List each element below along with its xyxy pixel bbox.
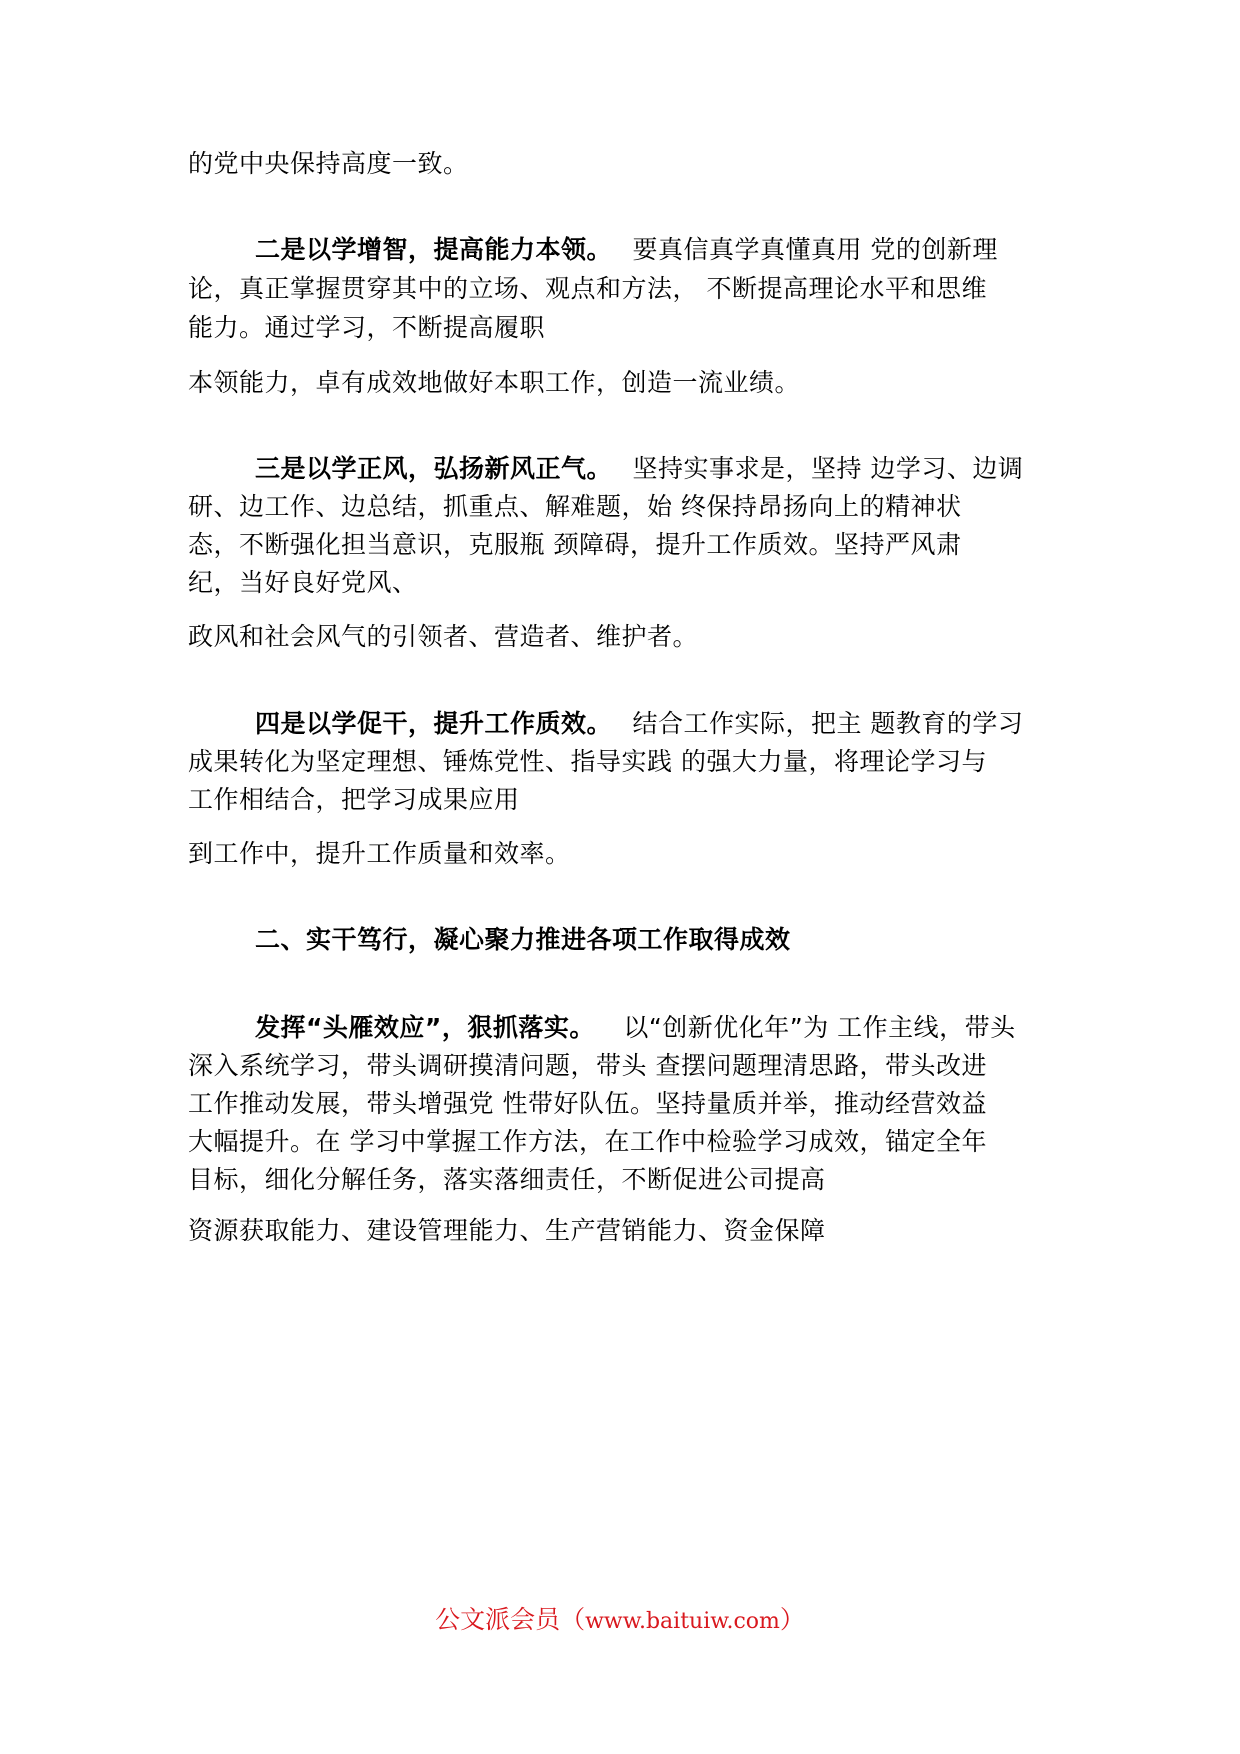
footer-brand: 公文派会员 [435, 1605, 561, 1634]
footer-open-paren: （ [560, 1605, 586, 1634]
paragraph-line: 大幅提升。在 学习中掌握工作方法，在工作中检验学习成效，锚定全年 [188, 1127, 987, 1156]
paragraph-line: 工作推动发展，带头增强党 性带好队伍。坚持量质并举，推动经营效益 [188, 1089, 987, 1118]
paragraph-line: 深入系统学习，带头调研摸清问题，带头 查摆问题理清思路，带头改进 [188, 1051, 987, 1080]
footer-url[interactable]: www.baituiw.com [585, 1609, 780, 1634]
paragraph-lead-heading: 三是以学正风，弘扬新风正气。 [255, 454, 613, 483]
paragraph-heading-line: 四是以学促干，提升工作质效。 结合工作实际，把主 题教育的学习 [255, 709, 1024, 738]
paragraph-line: 能力。通过学习，不断提高履职 [188, 313, 546, 342]
section-heading: 二、实干笃行，凝心聚力推进各项工作取得成效 [255, 925, 791, 954]
paragraph-line: 目标，细化分解任务，落实落细责任，不断促进公司提高 [188, 1165, 826, 1194]
paragraph-line: 到工作中，提升工作质量和效率。 [188, 839, 571, 868]
paragraph-line: 资源获取能力、建设管理能力、生产营销能力、资金保障 [188, 1216, 826, 1245]
paragraph-line: 态，不断强化担当意识，克服瓶 颈障碍，提升工作质效。坚持严风肃 [188, 530, 962, 559]
paragraph-line: 工作相结合，把学习成果应用 [188, 785, 520, 814]
paragraph-heading-line: 发挥“头雁效应”，狠抓落实。 以“创新优化年”为 工作主线，带头 [255, 1013, 1016, 1042]
paragraph-line: 成果转化为坚定理想、锤炼党性、指导实践 的强大力量，将理论学习与 [188, 747, 987, 776]
paragraph-line: 本领能力，卓有成效地做好本职工作，创造一流业绩。 [188, 368, 801, 397]
paragraph-lead-heading: 四是以学促干，提升工作质效。 [255, 709, 613, 738]
paragraph-lead-heading: 二是以学增智，提高能力本领。 [255, 235, 613, 264]
paragraph-line: 研、边工作、边总结，抓重点、解难题，始 终保持昂扬向上的精神状 [188, 492, 962, 521]
paragraph-lead-heading: 发挥“头雁效应”，狠抓落实。 [255, 1013, 595, 1042]
footer-watermark [0, 1603, 1240, 1639]
footer-close-paren: ） [779, 1605, 805, 1634]
paragraph-heading-line: 二是以学增智，提高能力本领。 要真信真学真懂真用 党的创新理 [255, 235, 998, 264]
paragraph-line: 论，真正掌握贯穿其中的立场、观点和方法， 不断提高理论水平和思维 [188, 274, 987, 303]
paragraph-heading-line: 三是以学正风，弘扬新风正气。 坚持实事求是，坚持 边学习、边调 [255, 454, 1024, 483]
paragraph-line: 的党中央保持高度一致。 [188, 149, 469, 178]
paragraph-line: 政风和社会风气的引领者、营造者、维护者。 [188, 622, 699, 651]
paragraph-line: 纪，当好良好党风、 [188, 568, 418, 597]
